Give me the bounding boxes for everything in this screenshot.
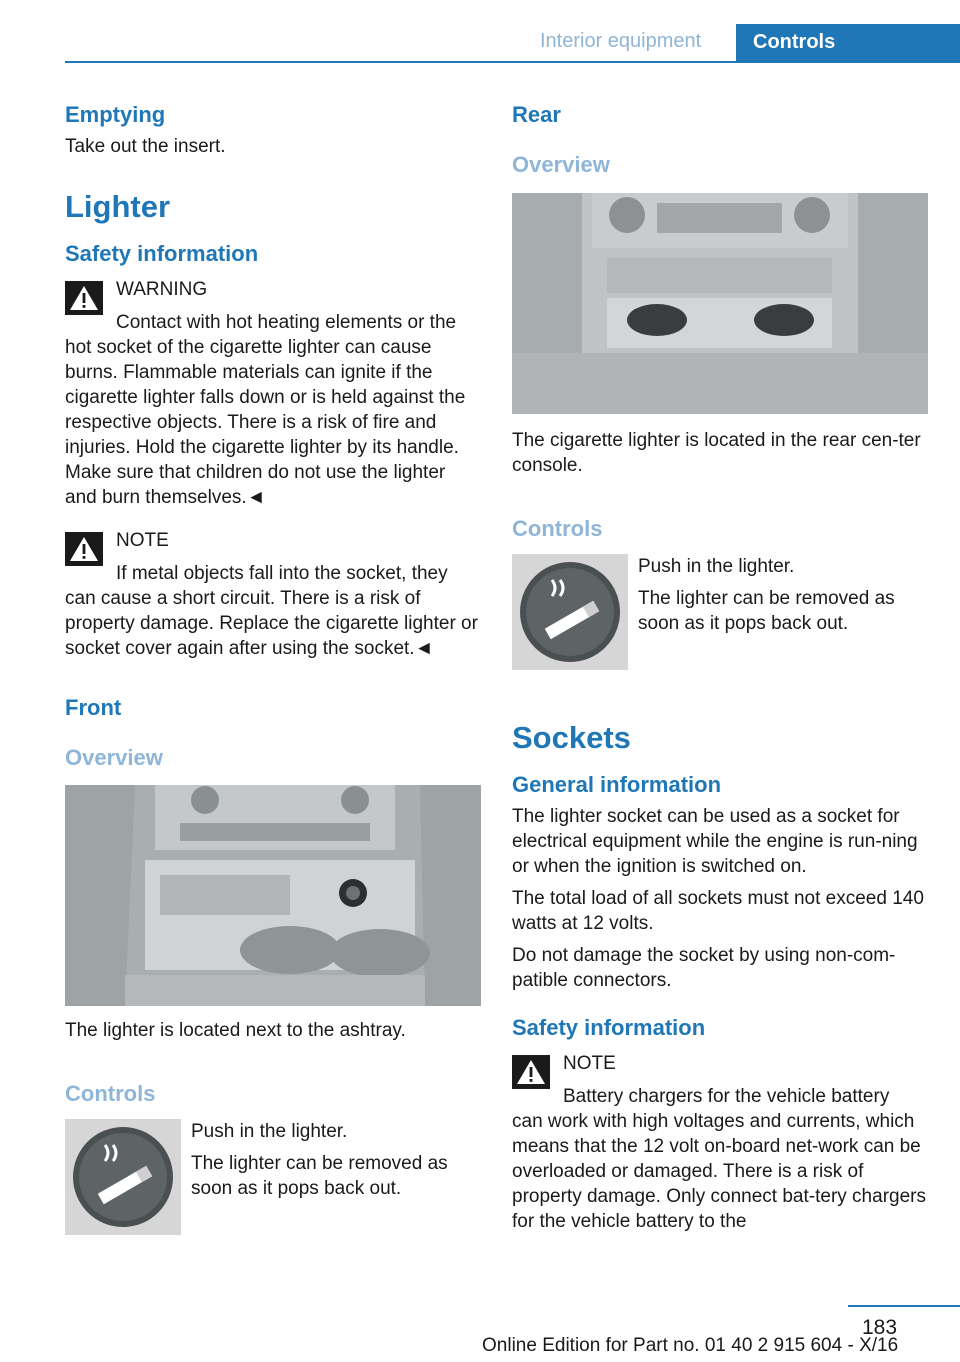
warning-label: WARNING	[116, 279, 208, 300]
general-info-heading: General information	[512, 772, 722, 797]
warning-block	[65, 277, 481, 510]
rear-overview-heading: Overview	[512, 152, 610, 177]
sockets-note-block	[512, 1051, 928, 1234]
sockets-heading: Sockets	[512, 720, 631, 755]
header-section-title: Interior equipment	[540, 30, 702, 52]
controls-removed-text: The lighter can be removed as soon as it pops back out.	[191, 1153, 448, 1199]
header-tab: Controls	[736, 24, 960, 63]
rear-console-photo	[512, 193, 928, 414]
controls-block	[65, 1119, 481, 1239]
warning-text: hot socket of the cigarette lighter can cause burns. Flammable materials can ignite if the cigarette lighter falls down or is held against the respective objects. There is a risk of fire and injuries. Hold the cigarette lighter by its handle. Make sure that children do not use the lighter and burn themselves.◄	[65, 337, 466, 508]
sockets-safety-heading: Safety information	[512, 1015, 706, 1040]
front-console-photo	[65, 785, 481, 1006]
controls-heading: Controls	[65, 1081, 156, 1106]
warning-triangle-icon	[65, 281, 103, 315]
rear-caption: The cigarette lighter is located in the rear cen‐ter console.	[512, 430, 921, 476]
footer-edition: Online Edition for Part no. 01 40 2 915 604 - X/16	[482, 1335, 899, 1356]
safety-heading: Safety information	[65, 241, 259, 266]
front-heading: Front	[65, 695, 122, 720]
overview-heading: Overview	[65, 745, 163, 770]
rear-controls-heading: Controls	[512, 516, 603, 541]
note-block	[65, 528, 481, 661]
general-info-p1: The lighter socket can be used as a socket for electrical equipment while the engine is run‐ning or when the ignition is switched on.	[512, 806, 918, 877]
header-rule	[65, 61, 960, 63]
general-info-p3: Do not damage the socket by using non-com‐patible connectors.	[512, 945, 896, 991]
rear-controls-removed-text: The lighter can be removed as soon as it pops back out.	[638, 588, 895, 634]
sockets-note-label: NOTE	[563, 1053, 616, 1074]
sockets-note-first-line: Battery chargers for the vehicle battery	[563, 1086, 890, 1107]
note-text: can cause a short circuit. There is a risk of property damage. Replace the cigarette lighter or socket cover again after using the socket.◄	[65, 588, 478, 659]
note-first-line: If metal objects fall into the socket, they	[116, 563, 448, 584]
note-label: NOTE	[116, 530, 169, 551]
page-number: 183	[862, 1316, 898, 1339]
rear-heading: Rear	[512, 102, 561, 127]
footer-rule	[848, 1305, 960, 1307]
general-info-p2: The total load of all sockets must not exceed 140 watts at 12 volts.	[512, 888, 924, 934]
rear-controls-push-text: Push in the lighter.	[638, 556, 795, 577]
right-column	[512, 100, 928, 1234]
lighter-heading: Lighter	[65, 189, 171, 224]
warning-triangle-icon	[65, 532, 103, 566]
left-column	[65, 100, 481, 1239]
rear-controls-text	[638, 554, 928, 636]
emptying-heading: Emptying	[65, 102, 166, 127]
lighter-button-image	[512, 554, 628, 670]
warning-triangle-icon	[512, 1055, 550, 1089]
sockets-note-text: can work with high voltages and currents, which means that the 12 volt on-board net‐work can be overloaded or damaged. There is a risk of property damage. Only connect bat‐tery chargers for the vehicle battery to the	[512, 1111, 926, 1232]
lighter-button-image	[65, 1119, 181, 1235]
controls-text	[191, 1119, 481, 1201]
controls-push-text: Push in the lighter.	[191, 1121, 348, 1142]
warning-first-line: Contact with hot heating elements or the	[116, 312, 457, 333]
front-caption: The lighter is located next to the ashtray.	[65, 1020, 406, 1041]
emptying-text: Take out the insert.	[65, 136, 226, 157]
rear-controls-block	[512, 554, 928, 674]
